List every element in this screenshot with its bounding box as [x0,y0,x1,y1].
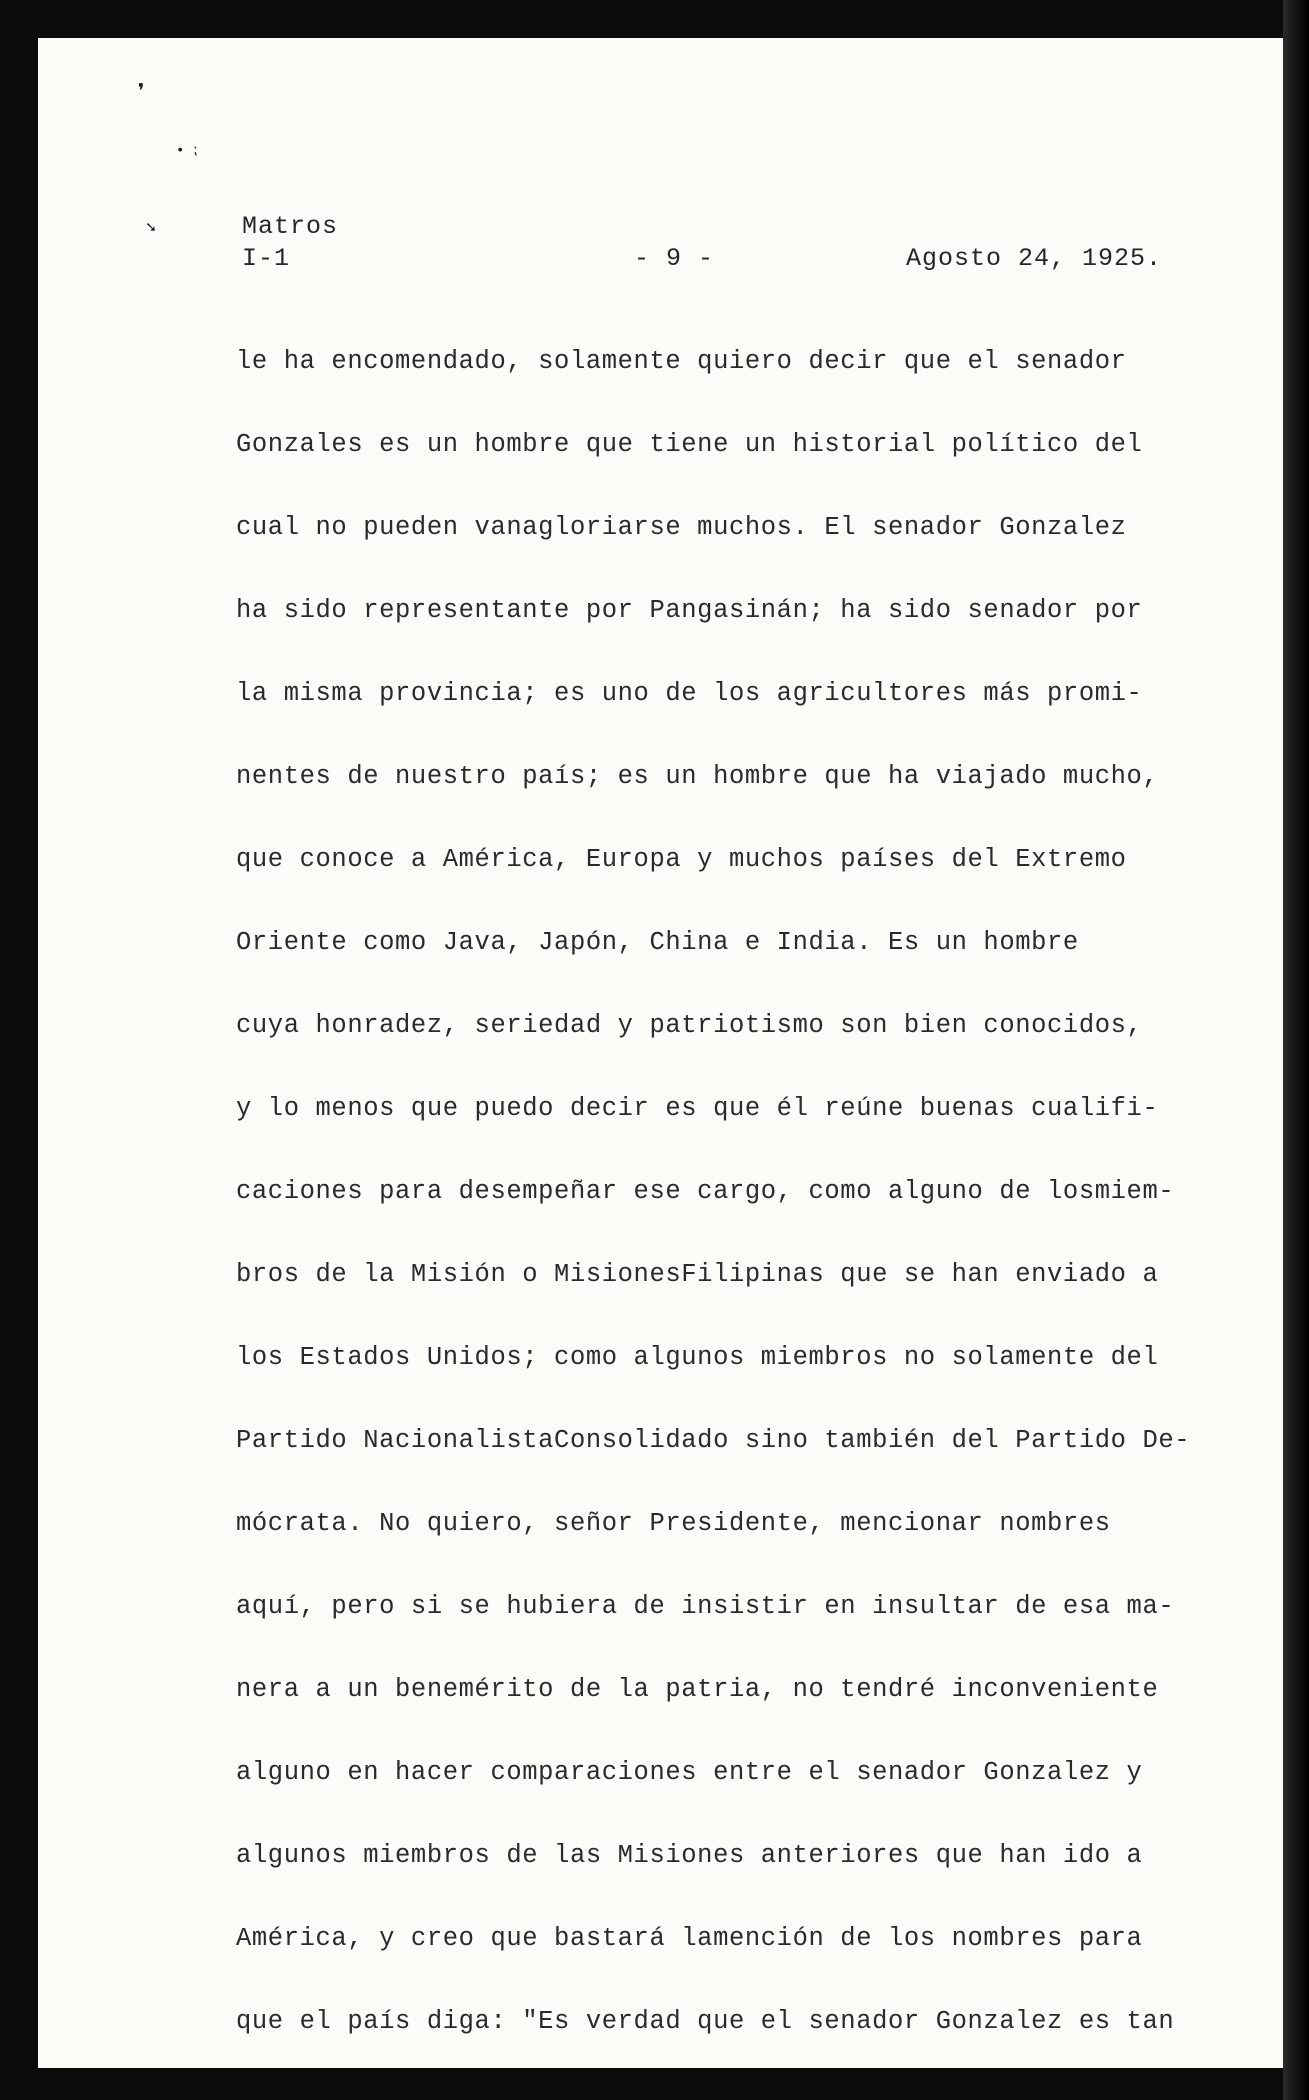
text-line: le ha encomendado, solamente quiero decir que el senador [236,347,1127,376]
text-line: los Estados Unidos; como algunos miembros no solamente del [236,1343,1159,1372]
text-line: mócrata. No quiero, señor Presidente, mencionar nombres [236,1509,1111,1538]
text-line: alguno en hacer comparaciones entre el senador Gonzalez y [236,1758,1143,1787]
header-code: I-1 [242,244,291,273]
text-line: nera a un benemérito de la patria, no tendré inconveniente [236,1675,1159,1704]
text-line: nentes de nuestro país; es un hombre que ha viajado mucho, [236,762,1159,791]
header-name: Matros [242,212,339,241]
body-text [236,340,1191,2083]
text-line: y lo menos que puedo decir es que él reúne buenas cualifi- [236,1094,1159,1123]
text-line: cuya honradez, seriedad y patriotismo son bien conocidos, [236,1011,1143,1040]
text-line: Oriente como Java, Japón, China e India. Es un hombre [236,928,1079,957]
text-line: Gonzales es un hombre que tiene un historial político del [236,430,1143,459]
header-date: Agosto 24, 1925. [905,244,1162,273]
text-line: aquí, pero si se hubiera de insistir en insultar de esa ma- [236,1592,1175,1621]
text-line: caciones para desempeñar ese cargo, como alguno de losmiem- [236,1177,1175,1206]
page-header [242,212,1162,276]
text-line: la misma provincia; es uno de los agricultores más promi- [236,679,1143,708]
text-line: algunos miembros de las Misiones anteriores que han ido a [236,1841,1143,1870]
text-line: Partido NacionalistaConsolidado sino también del Partido De- [236,1426,1191,1455]
text-line: que conoce a América, Europa y muchos países del Extremo [236,845,1127,874]
scan-border [1283,0,1309,2100]
page-number: - 9 - [634,244,715,273]
text-line: que el país diga: "Es verdad que el senador Gonzalez es tan [236,2007,1175,2036]
punch-mark: ❜ [133,80,149,110]
text-line: América, y creo que bastará lamención de los nombres para [236,1924,1143,1953]
text-line: ha sido representante por Pangasinán; ha sido senador por [236,596,1143,625]
punch-mark: ➘ [146,219,156,237]
punch-mark: • ⁏ [176,143,198,159]
text-line: bros de la Misión o MisionesFilipinas que se han enviado a [236,1260,1159,1289]
text-line: cual no pueden vanagloriarse muchos. El senador Gonzalez [236,513,1127,542]
